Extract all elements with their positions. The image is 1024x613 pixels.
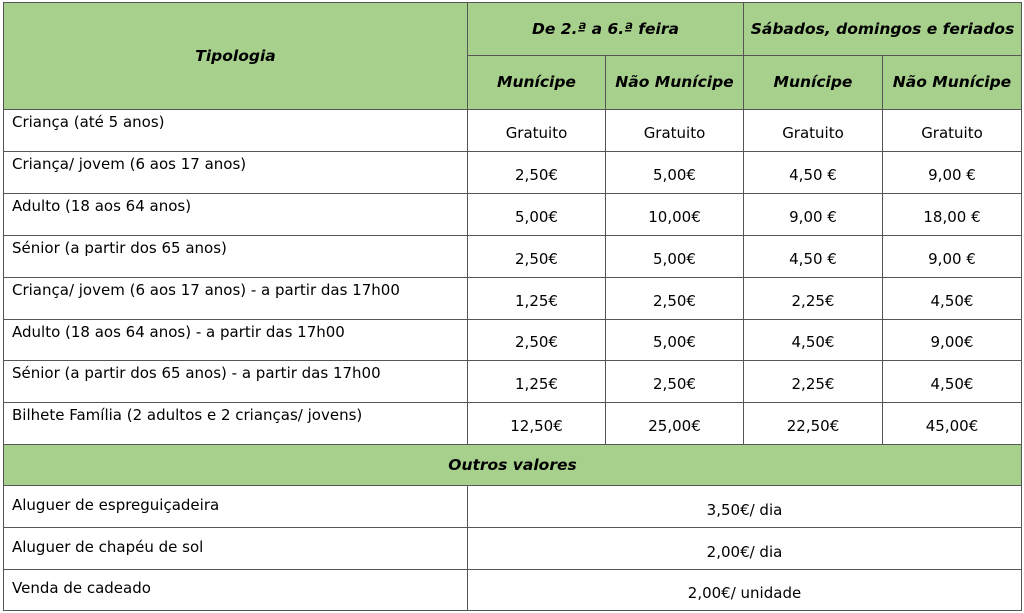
price-cell: 4,50 € bbox=[744, 152, 883, 194]
price-cell: 5,00€ bbox=[468, 194, 606, 236]
price-cell: 5,00€ bbox=[606, 320, 744, 361]
price-cell: 1,25€ bbox=[468, 278, 606, 320]
price-cell: 5,00€ bbox=[606, 152, 744, 194]
price-cell: 9,00 € bbox=[744, 194, 883, 236]
row-label: Adulto (18 aos 64 anos) bbox=[4, 194, 468, 236]
header-row-top bbox=[4, 3, 1022, 56]
table-row bbox=[4, 570, 1022, 611]
table-row bbox=[4, 278, 1022, 320]
table-row bbox=[4, 361, 1022, 403]
weekdays-nao-municipe-header: Não Munícipe bbox=[606, 56, 744, 110]
table-row bbox=[4, 320, 1022, 361]
price-cell: 4,50€ bbox=[744, 320, 883, 361]
price-cell: 4,50€ bbox=[883, 361, 1022, 403]
table-row bbox=[4, 110, 1022, 152]
row-label: Criança/ jovem (6 aos 17 anos) bbox=[4, 152, 468, 194]
price-cell: 2,25€ bbox=[744, 361, 883, 403]
price-cell: 2,50€ bbox=[468, 320, 606, 361]
price-cell: 2,00€/ dia bbox=[468, 528, 1022, 570]
section-row bbox=[4, 445, 1022, 486]
row-label: Bilhete Família (2 adultos e 2 crianças/ jovens) bbox=[4, 403, 468, 445]
row-label: Aluguer de espreguiçadeira bbox=[4, 486, 468, 528]
table-row bbox=[4, 152, 1022, 194]
weekend-nao-municipe-header: Não Munícipe bbox=[883, 56, 1022, 110]
price-cell: 9,00 € bbox=[883, 236, 1022, 278]
price-cell: Gratuito bbox=[468, 110, 606, 152]
price-cell: 22,50€ bbox=[744, 403, 883, 445]
price-cell: 4,50€ bbox=[883, 278, 1022, 320]
row-label: Adulto (18 aos 64 anos) - a partir das 17h00 bbox=[4, 320, 468, 361]
row-label: Venda de cadeado bbox=[4, 570, 468, 611]
price-cell: 5,00€ bbox=[606, 236, 744, 278]
price-cell: 9,00€ bbox=[883, 320, 1022, 361]
table-row bbox=[4, 194, 1022, 236]
price-cell: 2,25€ bbox=[744, 278, 883, 320]
price-cell: 1,25€ bbox=[468, 361, 606, 403]
table-row bbox=[4, 236, 1022, 278]
price-cell: 3,50€/ dia bbox=[468, 486, 1022, 528]
price-cell: Gratuito bbox=[744, 110, 883, 152]
price-cell: Gratuito bbox=[883, 110, 1022, 152]
table-row bbox=[4, 486, 1022, 528]
weekend-header: Sábados, domingos e feriados bbox=[744, 3, 1022, 56]
table-row bbox=[4, 403, 1022, 445]
price-cell: 2,50€ bbox=[468, 236, 606, 278]
price-cell: 10,00€ bbox=[606, 194, 744, 236]
price-cell: 2,50€ bbox=[468, 152, 606, 194]
price-cell: 2,50€ bbox=[606, 278, 744, 320]
price-cell: Gratuito bbox=[606, 110, 744, 152]
price-table bbox=[3, 2, 1022, 611]
price-cell: 2,50€ bbox=[606, 361, 744, 403]
price-cell: 18,00 € bbox=[883, 194, 1022, 236]
weekdays-header: De 2.ª a 6.ª feira bbox=[468, 3, 744, 56]
table-row bbox=[4, 528, 1022, 570]
row-label: Criança/ jovem (6 aos 17 anos) - a partir das 17h00 bbox=[4, 278, 468, 320]
price-cell: 25,00€ bbox=[606, 403, 744, 445]
price-cell: 45,00€ bbox=[883, 403, 1022, 445]
outros-valores-header: Outros valores bbox=[4, 445, 1022, 486]
tipologia-header: Tipologia bbox=[4, 3, 468, 110]
row-label: Sénior (a partir dos 65 anos) - a partir das 17h00 bbox=[4, 361, 468, 403]
row-label: Criança (até 5 anos) bbox=[4, 110, 468, 152]
price-cell: 12,50€ bbox=[468, 403, 606, 445]
price-cell: 9,00 € bbox=[883, 152, 1022, 194]
row-label: Aluguer de chapéu de sol bbox=[4, 528, 468, 570]
row-label: Sénior (a partir dos 65 anos) bbox=[4, 236, 468, 278]
price-cell: 2,00€/ unidade bbox=[468, 570, 1022, 611]
weekdays-municipe-header: Munícipe bbox=[468, 56, 606, 110]
weekend-municipe-header: Munícipe bbox=[744, 56, 883, 110]
price-cell: 4,50 € bbox=[744, 236, 883, 278]
